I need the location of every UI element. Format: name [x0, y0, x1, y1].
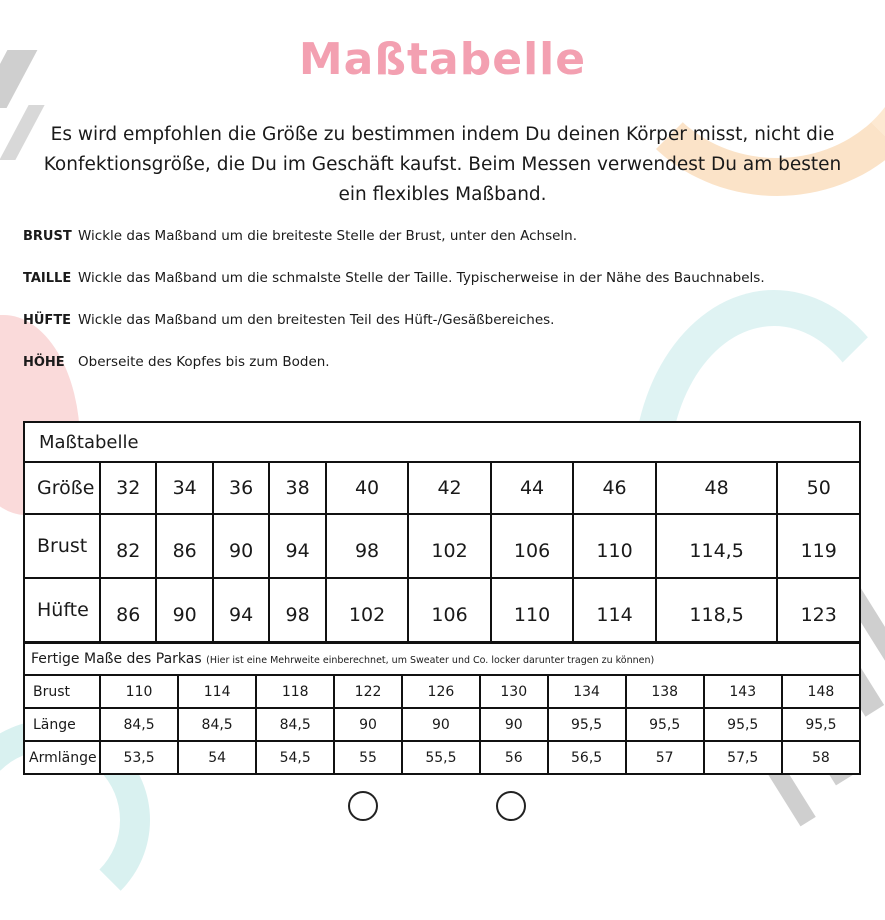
row-label: Hüfte [24, 578, 100, 642]
garment-table-note: (Hier ist eine Mehrweite einberechnet, um Sweater und Co. locker darunter tragen zu können) [206, 655, 655, 666]
table-cell: 90 [334, 708, 402, 741]
circle-icon [348, 791, 378, 821]
measurement-definitions [23, 228, 863, 396]
garment-table [23, 642, 861, 775]
table-cell: 56 [480, 741, 548, 774]
table-cell: 126 [402, 675, 480, 708]
definition-term: TAILLE [23, 271, 72, 286]
table-cell: 46 [573, 462, 656, 514]
table-cell: 40 [326, 462, 409, 514]
table-cell: 90 [156, 578, 212, 642]
table-cell: 57 [626, 741, 704, 774]
definition-row-hoehe [23, 354, 863, 396]
table-cell: 110 [491, 578, 574, 642]
table-cell: 102 [326, 578, 409, 642]
definition-term: HÖHE [23, 355, 65, 370]
table-cell: 94 [213, 578, 269, 642]
table-cell: 54,5 [256, 741, 334, 774]
table-cell: 95,5 [548, 708, 626, 741]
definition-text: Wickle das Maßband um den breitesten Teil des Hüft-/Gesäßbereiches. [78, 312, 555, 328]
table-cell: 53,5 [100, 741, 178, 774]
garment-table-row-armlaenge [24, 741, 860, 774]
size-table-row-brust [24, 514, 860, 578]
row-label: Brust [24, 675, 100, 708]
definition-text: Wickle das Maßband um die schmalste Stelle der Taille. Typischerweise in der Nähe des Bauchnabels. [78, 270, 765, 286]
table-cell: 32 [100, 462, 156, 514]
table-cell: 94 [269, 514, 325, 578]
table-cell: 84,5 [100, 708, 178, 741]
size-table-row-groesse [24, 462, 860, 514]
table-cell: 82 [100, 514, 156, 578]
table-cell: 95,5 [626, 708, 704, 741]
table-cell: 114 [178, 675, 256, 708]
table-cell: 54 [178, 741, 256, 774]
table-cell: 90 [213, 514, 269, 578]
table-cell: 84,5 [178, 708, 256, 741]
table-cell: 44 [491, 462, 574, 514]
page-title: Maßtabelle [298, 34, 587, 85]
table-cell: 130 [480, 675, 548, 708]
table-cell: 118 [256, 675, 334, 708]
size-table-header [24, 422, 860, 462]
table-cell: 114 [573, 578, 656, 642]
garment-table-title-cell [24, 643, 860, 675]
table-cell: 123 [777, 578, 860, 642]
table-cell: 86 [100, 578, 156, 642]
definition-row-brust [23, 228, 863, 270]
size-table [23, 421, 861, 643]
garment-table-row-brust [24, 675, 860, 708]
table-cell: 148 [782, 675, 860, 708]
table-cell: 110 [100, 675, 178, 708]
table-cell: 90 [480, 708, 548, 741]
size-table-row-huefte [24, 578, 860, 642]
garment-table-header [24, 643, 860, 675]
garment-table-title: Fertige Maße des Parkas [31, 651, 202, 667]
table-cell: 42 [408, 462, 491, 514]
table-cell: 90 [402, 708, 480, 741]
table-cell: 95,5 [782, 708, 860, 741]
table-cell: 55 [334, 741, 402, 774]
definition-term: BRUST [23, 229, 72, 244]
table-cell: 56,5 [548, 741, 626, 774]
definition-term: HÜFTE [23, 313, 72, 328]
table-cell: 98 [326, 514, 409, 578]
definition-text: Oberseite des Kopfes bis zum Boden. [78, 354, 330, 370]
definition-row-huefte [23, 312, 863, 354]
table-cell: 138 [626, 675, 704, 708]
table-cell: 134 [548, 675, 626, 708]
table-cell: 34 [156, 462, 212, 514]
row-label: Armlänge [24, 741, 100, 774]
table-cell: 114,5 [656, 514, 778, 578]
table-cell: 38 [269, 462, 325, 514]
table-cell: 57,5 [704, 741, 782, 774]
table-cell: 50 [777, 462, 860, 514]
definition-text: Wickle das Maßband um die breiteste Stelle der Brust, unter den Achseln. [78, 228, 578, 244]
row-label: Länge [24, 708, 100, 741]
circle-icon [496, 791, 526, 821]
table-cell: 110 [573, 514, 656, 578]
table-cell: 98 [269, 578, 325, 642]
definition-row-taille [23, 270, 863, 312]
row-label: Größe [24, 462, 100, 514]
table-cell: 106 [408, 578, 491, 642]
table-cell: 84,5 [256, 708, 334, 741]
table-cell: 106 [491, 514, 574, 578]
table-cell: 48 [656, 462, 778, 514]
table-cell: 143 [704, 675, 782, 708]
table-cell: 122 [334, 675, 402, 708]
garment-table-row-laenge [24, 708, 860, 741]
table-cell: 95,5 [704, 708, 782, 741]
table-cell: 119 [777, 514, 860, 578]
table-cell: 102 [408, 514, 491, 578]
table-cell: 86 [156, 514, 212, 578]
table-cell: 58 [782, 741, 860, 774]
intro-paragraph: Es wird empfohlen die Größe zu bestimmen indem Du deinen Körper misst, nicht die Konfektionsgröße, die Du im Geschäft kaufst. Beim Messen verwendest Du am besten ein flexibles Maßband. [43, 124, 842, 205]
size-table-title: Maßtabelle [24, 422, 860, 462]
table-cell: 55,5 [402, 741, 480, 774]
row-label: Brust [24, 514, 100, 578]
table-cell: 118,5 [656, 578, 778, 642]
table-cell: 36 [213, 462, 269, 514]
